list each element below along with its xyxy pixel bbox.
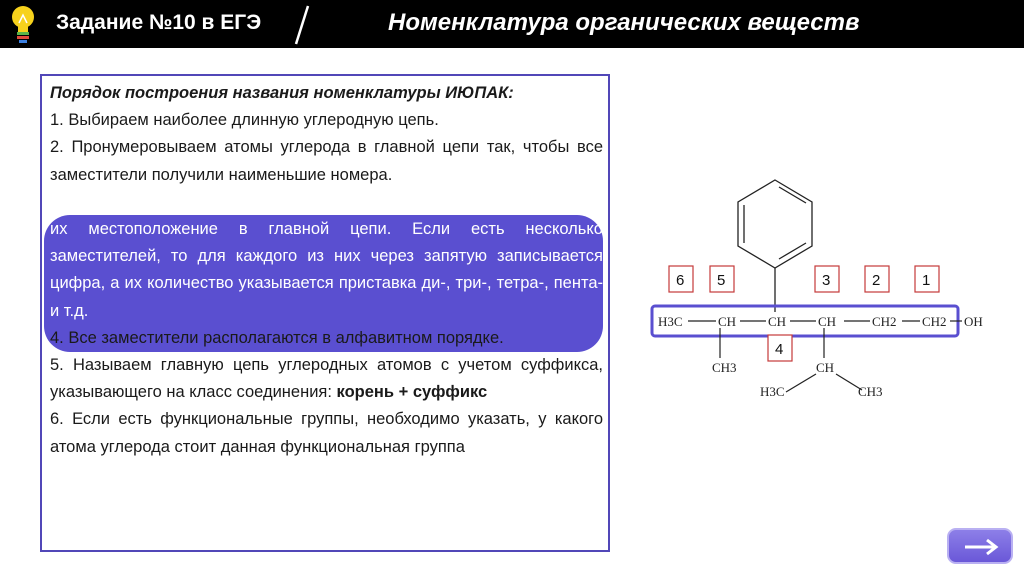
rule-step-5-text: 5. Называем главную цепь углеродных атомов с учетом суффикса, указывающего на класс соединения: <box>50 356 603 402</box>
substituent-ch3-right: CH3 <box>858 384 883 399</box>
position-number-5: 5 <box>717 272 726 289</box>
substituent-h3c: H3C <box>760 384 785 399</box>
rules-heading: Порядок построения названия номенклатуры ИЮПАК: <box>50 84 514 102</box>
divider-slash <box>294 4 310 46</box>
position-number-3: 3 <box>822 272 831 289</box>
topic-title: Номенклатура органических веществ <box>388 9 860 36</box>
arrow-right-icon <box>963 538 999 556</box>
task-title: Задание №10 в ЕГЭ <box>56 11 262 34</box>
lightbulb-icon <box>8 3 38 45</box>
position-number-2: 2 <box>872 272 881 289</box>
chain-label-ch-5: CH <box>718 314 737 329</box>
header-bar <box>0 0 1024 48</box>
rule-step-2: 2. Пронумеровываем атомы углерода в главной цепи так, чтобы все заместители получили наименьшие номера. <box>50 138 603 184</box>
next-slide-button[interactable] <box>947 528 1013 564</box>
substituent-ch3: CH3 <box>712 360 737 375</box>
rule-step-5 <box>50 352 603 406</box>
chain-label-ch2-1: CH2 <box>922 314 947 329</box>
substituent-ch: CH <box>816 360 835 375</box>
chain-label-h3c: H3C <box>658 314 683 329</box>
position-number-6: 6 <box>676 272 685 289</box>
benzene-ring-icon <box>738 180 812 312</box>
chain-label-ch-3: CH <box>818 314 837 329</box>
rule-step-1: 1. Выбираем наиболее длинную углеродную цепь. <box>50 111 439 130</box>
rule-step-3: 3. Называем все заместители, указав впереди цифры, обозначающие их местоположение в главной цепи. Если есть несколько заместителей, то для каждого из них через запятую записывается цифра, а их количество указывается приставка ди-, три-, тетра-, пента- и т.д. <box>50 192 603 320</box>
position-number-1: 1 <box>922 272 931 289</box>
rule-step-6: 6. Если есть функциональные группы, необходимо указать, у какого атома углерода стоит данная функциональная группа <box>50 410 603 456</box>
rule-step-4: 4. Все заместители располагаются в алфавитном порядке. <box>50 328 504 347</box>
rule-step-5-bold: корень + суффикс <box>336 383 488 402</box>
rules-text <box>50 80 603 461</box>
chain-label-ch2-2: CH2 <box>872 314 897 329</box>
position-number-4: 4 <box>775 341 784 358</box>
structural-formula <box>640 170 983 410</box>
chain-label-oh: OH <box>964 314 983 329</box>
chain-label-ch-4: CH <box>768 314 787 329</box>
